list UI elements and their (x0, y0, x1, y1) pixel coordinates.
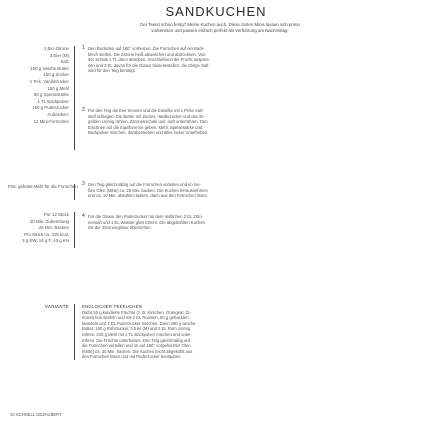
step-line: steif schlagen. Die Butter mit Zucker, Vanillezucker und den Ei- (88, 113, 205, 119)
bake-time: 25 Min. Backen (38, 225, 69, 231)
ingredient-item: 150 g Mehl (47, 85, 69, 91)
recipe-title: SANDKUCHEN (165, 4, 267, 19)
ingredient-item: 1 Pck. Vanillezucker (29, 78, 69, 84)
variant-block (82, 304, 270, 360)
step-number: 1 (82, 45, 85, 51)
step-line: ßen Ofen (Mitte) ca. 25 Min. backen. Die Kuchen herausnehmen (88, 187, 208, 193)
step-line: der Schale 1 TL dünn abreiben. Anschließend die Frucht auspres- (88, 57, 210, 63)
step-line: Den Backofen auf 180° vorheizen. Die Formchen auf ein Back- (88, 46, 205, 51)
step-4 (82, 214, 262, 231)
variant-label: VARIANTE (44, 304, 69, 309)
ingredient-list (10, 46, 69, 125)
intro-line: Der Teeist schon fertig? Meine Kuchen auch. Diese zarten Minis lassen sich prima (140, 22, 300, 27)
step-line: Für den Teig die Eier trennen und die Eiweiße mit 1 Prise Salz (88, 108, 204, 113)
variant-line: (Mitte) ca. 30 Min. backen. Die Kuchen leicht abgekühlt aus (82, 348, 193, 354)
variant-line: rühren. Die Früchte unterheben. Den Teig gleichmäßig auf (82, 337, 190, 343)
ingredient-item: 150 g weiche Butter (30, 65, 69, 71)
step-number: 3 (82, 181, 85, 187)
ingredient-item: Salz (60, 59, 69, 65)
step-number: 2 (82, 107, 85, 113)
step-line: mit der Zitronenglasur überziehen. (88, 225, 152, 231)
step-line: nensaft und 1 EL Wasser glatt rühren. Die abgekühlten Kuchen (88, 219, 206, 225)
ingredient-item: 150 g Puderzucker (32, 105, 69, 111)
step-line: Eischnee auf die Eigelbcreme geben. Mehl, Speisestärke und (88, 124, 203, 130)
step-line: wird für den Teig benötigt. (88, 68, 136, 74)
divider-variant (74, 304, 75, 360)
variant-line: Butter, 180 g Rohrzucker, 3 Eier (M) und 3 EL Rum cremig (82, 326, 191, 332)
intro-text (70, 22, 370, 34)
variant-title: ENGLISCHER TEEKUCHEN (82, 304, 143, 309)
ingredient-item: Fett, gefettet Mehl für die Formchen (8, 184, 78, 189)
ingredient-item: 50 g Speisestärke (33, 92, 69, 98)
variant-line: den Formchen lösen und mit Puderzucker bestäuben. (82, 354, 182, 360)
step-3 (82, 182, 262, 199)
ingredient-extra (8, 184, 78, 191)
recipe-facts (10, 212, 69, 245)
variant-line: Dafür 50 g kandierte Früchte (z. B. Kirschen, Orangeat, Zi- (82, 309, 191, 315)
variant-line: rühren. 225 g Mehl mit 1 TL Backpulver mischen und unter- (82, 331, 193, 337)
divider-extra (74, 184, 75, 200)
divider-facts (74, 212, 75, 248)
divider-ingredients (74, 46, 75, 150)
ingredient-item: Außerdem: (47, 111, 69, 117)
calories: Pro Stück ca. 315 kcal, (24, 231, 69, 237)
step-line: Backpulver mischen, darübersieben und alles locker unterheben. (88, 130, 209, 136)
ingredient-item: 3 Eier (M) (49, 52, 69, 58)
step-line: Für die Glasur den Puderzucker mit dem restlichen 2 EL Zitro- (88, 214, 204, 219)
ingredient-item: 1 Bio-Zitrone (43, 46, 69, 51)
step-2 (82, 108, 262, 136)
ingredient-item: 12 Mini-Formchen (33, 118, 69, 124)
prep-time: 30 Min. Zubereitung (29, 218, 69, 224)
variant-line: Mandeln und 1 EL Puderzucker mischen. Dann 180 g weiche (82, 320, 196, 326)
serving-count: Für 12 Stück (44, 212, 69, 217)
step-line: sen und 2 EL davon für die Glasur beiseitestellen, die übrige Saft (88, 62, 209, 68)
step-line: Den Teig gleichmäßig auf die Formchen verteilen und im hei- (88, 182, 201, 187)
page-footer: 10 SCHNELL GEZAUBERT (10, 412, 62, 417)
ingredient-item: 1 TL Backpulver (37, 98, 69, 104)
nutrition: 3 g EW, 14 g F, 43 g KH (22, 238, 69, 244)
step-number: 4 (82, 213, 85, 219)
ingredient-item: 150 g Zucker (43, 72, 69, 78)
intro-line: vorbereiten und passen einfach perfekt als Verführung am Nachmittag. (151, 28, 289, 33)
step-line: blech stellen. Die Zitrone heiß abwaschen und abtrocknen. Von (88, 51, 206, 57)
step-line: gelben cremig rühren. Zitronenschale und -saft unterrühren. Den (88, 119, 208, 125)
step-line: und ca. 10 Min. abkühlen lassen, dann aus den Formchen lösen. (88, 193, 209, 199)
step-1 (82, 46, 262, 74)
variant-line: die Formchen verteilen und im auf 180° vorgeheizten Ofen (82, 343, 191, 349)
variant-line: tronat) fein würfeln und mit 2 EL Rosinen, 50 g gehackten (82, 315, 189, 321)
